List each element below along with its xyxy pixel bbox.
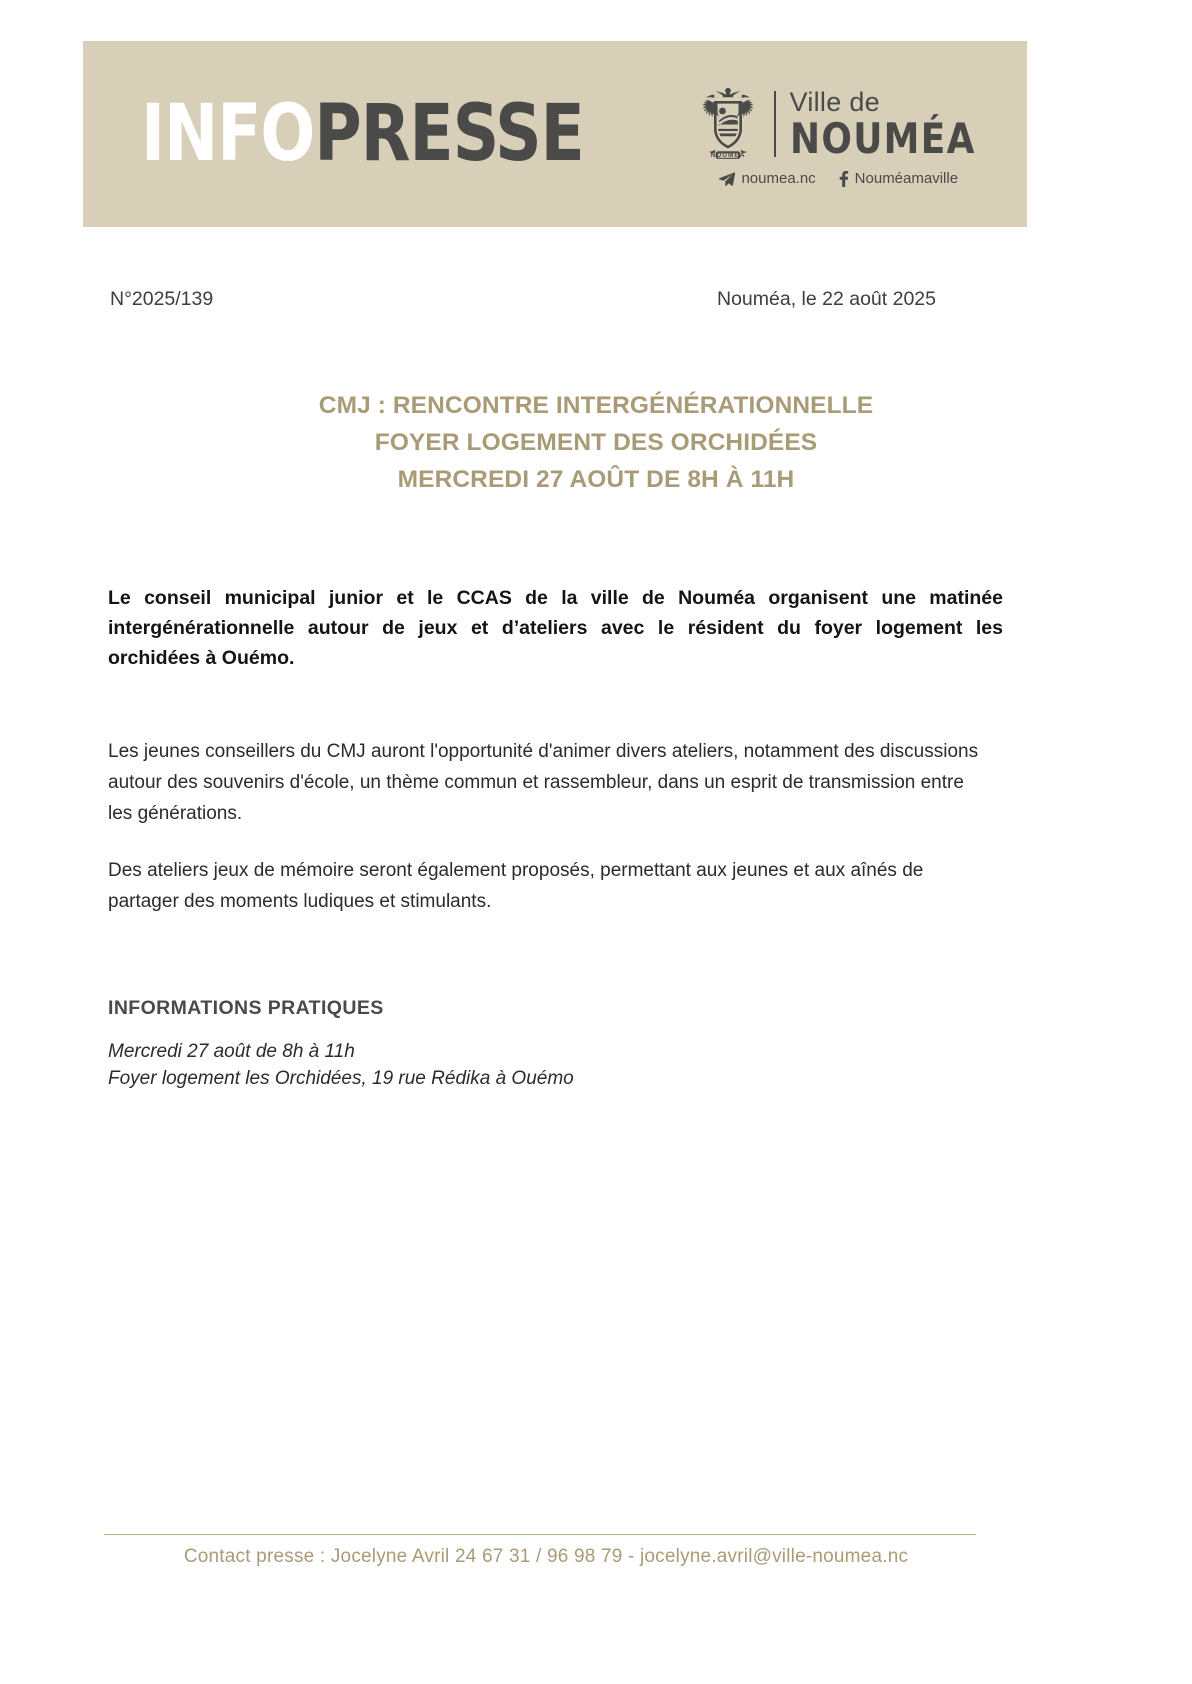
ville-de-noumea-logo <box>692 85 986 187</box>
logo-top-row <box>692 85 986 163</box>
infopresse-wordmark <box>141 89 584 179</box>
page-title <box>96 387 1096 498</box>
practical-info-details <box>108 1038 574 1092</box>
logo-ville-de-label: Ville de <box>789 86 880 117</box>
logo-wordmark <box>789 86 986 163</box>
page-title-line-2: FOYER LOGEMENT DES ORCHIDÉES <box>374 429 818 456</box>
paper-plane-icon <box>718 172 735 186</box>
logo-noumea-label: NOUMÉA <box>789 113 976 163</box>
logo-social-row <box>718 170 958 187</box>
body-paragraph-1: Les jeunes conseillers du CMJ auront l'opportunité d'animer divers ateliers, notamment des discussions autour des souvenirs d'école, un thème commun et rassembleur, dans un esprit de transmission entre les générations. <box>108 741 979 824</box>
practical-info-heading: INFORMATIONS PRATIQUES <box>108 997 384 1019</box>
header-band <box>83 41 1027 227</box>
logo-divider <box>774 91 776 157</box>
place-and-date: Nouméa, le 22 août 2025 <box>717 288 936 310</box>
footer-contact: Contact presse : Jocelyne Avril 24 67 31 / 96 98 79 - jocelyne.avril@ville-noumea.nc <box>183 1546 909 1567</box>
svg-text:NOUMEA: NOUMEA <box>710 152 745 159</box>
noumea-coat-of-arms-icon <box>692 85 764 163</box>
body-text <box>108 736 992 917</box>
body-paragraph-2: Des ateliers jeux de mémoire seront également proposés, permettant aux jeunes et aux aînés de partager des moments ludiques et stimulants. <box>108 860 924 912</box>
logo-website-label: noumea.nc <box>741 170 816 187</box>
facebook-icon <box>838 171 849 187</box>
page-title-line-1: CMJ : RENCONTRE INTERGÉNÉRATIONNELLE <box>318 392 874 419</box>
page-title-line-3: MERCREDI 27 AOÛT DE 8H À 11H <box>397 466 795 493</box>
logo-facebook-label: Nouméamaville <box>854 170 959 187</box>
wordmark-presse: PRESSE <box>314 89 584 179</box>
reference-number: N°2025/139 <box>110 288 214 310</box>
wordmark-info: INFO <box>141 89 315 179</box>
practical-info-line-1: Mercredi 27 août de 8h à 11h <box>108 1041 355 1062</box>
lead-paragraph: Le conseil municipal junior et le CCAS de la ville de Nouméa organisent une matinée intergénérationnelle autour de jeux et d’ateliers avec le résident du foyer logement les orchidées à Ouémo. <box>108 587 1003 669</box>
document-meta-row <box>110 288 936 311</box>
practical-info-line-2: Foyer logement les Orchidées, 19 rue Rédika à Ouémo <box>108 1068 574 1089</box>
footer-divider <box>104 1534 976 1535</box>
